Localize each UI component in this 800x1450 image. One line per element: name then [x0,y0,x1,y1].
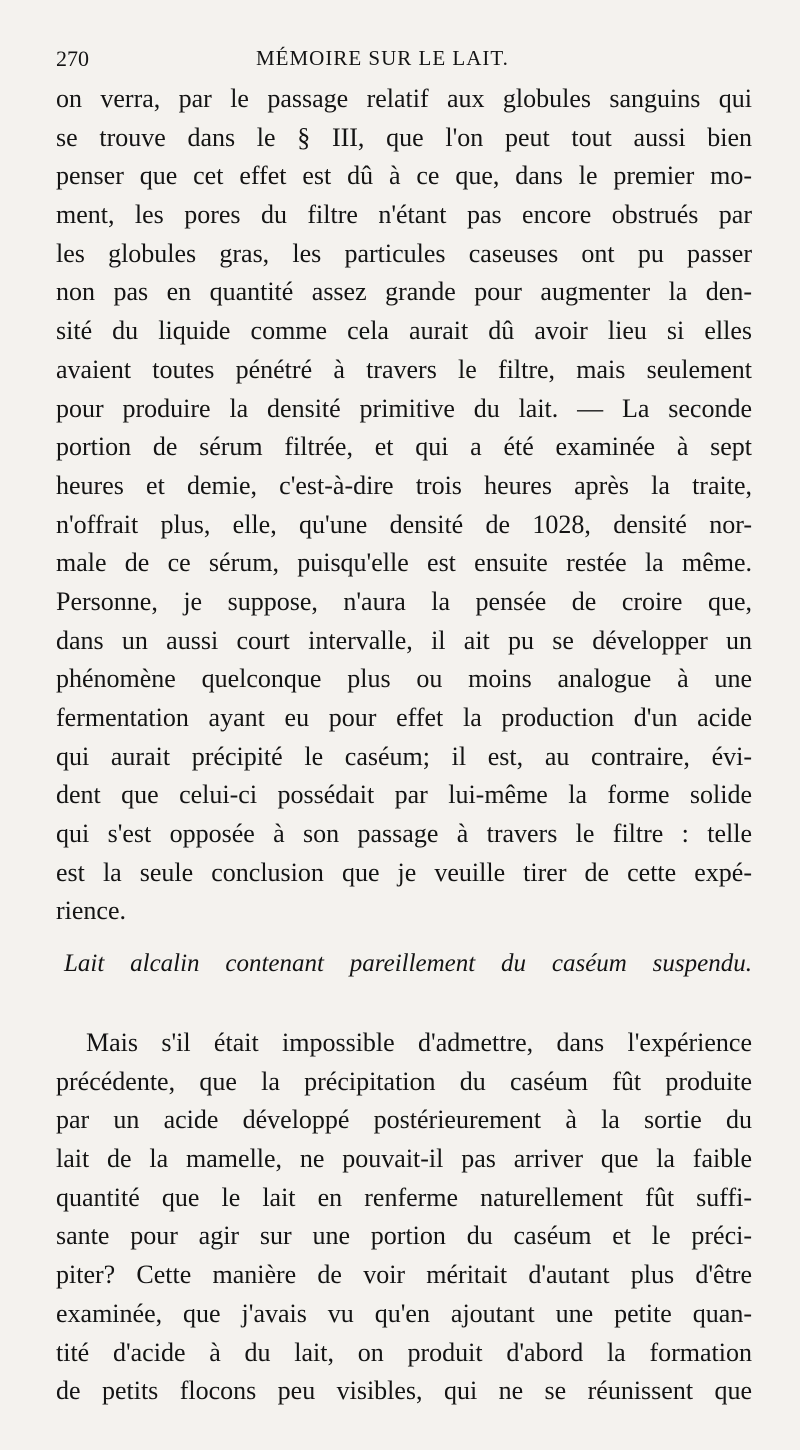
text-line: est la seule conclusion que je veuille tirer de cette expé- [56,857,752,887]
text-line: sante pour agir sur une portion du caséum et le préci- [56,1221,752,1251]
text-line: dent que celui-ci possédait par lui-même la forme solide [56,780,752,810]
text-line: piter? Cette manière de voir méritait d'autant plus d'être [56,1260,752,1290]
text-line: on verra, par le passage relatif aux globules sanguins qui [56,84,752,113]
text-line: dans un aussi court intervalle, il ait pu se développer un [56,625,752,655]
text-line: portion de sérum filtrée, et qui a été examinée à sept [56,432,752,462]
running-head: MÉMOIRE SUR LE LAIT. [256,46,509,70]
text-line: pour produire la densité primitive du lait. — La seconde [56,393,752,423]
text-line: examinée, que j'avais vu qu'en ajoutant une petite quan- [56,1298,752,1328]
text-line: lait de la mamelle, ne pouvait-il pas arriver que la faible [56,1144,752,1174]
page-header [56,40,752,74]
paragraph-1 [56,80,752,931]
text-line: avaient toutes pénétré à travers le filtre, mais seulement [56,354,752,384]
paragraph-2 [56,1024,752,1411]
text-line: rience. [56,896,127,926]
text-line: de petits flocons peu visibles, qui ne se réunissent que [56,1376,752,1406]
text-line: se trouve dans le § III, que l'on peut tout aussi bien [56,122,752,152]
text-line: par un acide développé postérieurement à la sortie du [56,1105,752,1135]
text-line: qui s'est opposée à son passage à travers le filtre : telle [56,819,752,849]
text-line: non pas en quantité assez grande pour augmenter la den- [56,277,752,307]
text-line: ment, les pores du filtre n'étant pas encore obstrués par [56,200,752,230]
text-line: penser que cet effet est dû à ce que, dans le premier mo- [56,161,752,191]
text-line: quantité que le lait en renferme naturellement fût suffi- [56,1182,752,1212]
text-line: précédente, que la précipitation du caséum fût produite [56,1066,752,1096]
text-line: phénomène quelconque plus ou moins analogue à une [56,664,752,694]
text-line: Mais s'il était impossible d'admettre, dans l'expérience [86,1028,752,1057]
section-heading: Lait alcalin contenant pareillement du caséum suspendu. [64,950,752,977]
text-line: Personne, je suppose, n'aura la pensée de croire que, [56,586,752,616]
text-line: n'offrait plus, elle, qu'une densité de 1028, densité nor- [56,509,752,539]
text-line: sité du liquide comme cela aurait dû avoir lieu si elles [56,316,752,346]
text-line: qui aurait précipité le caséum; il est, au contraire, évi- [56,741,752,771]
page-number: 270 [56,46,89,71]
text-line: tité d'acide à du lait, on produit d'abord la formation [56,1337,752,1367]
text-line: les globules gras, les particules caseuses ont pu passer [56,238,752,268]
text-line: fermentation ayant eu pour effet la production d'un acide [56,703,752,732]
text-line: male de ce sérum, puisqu'elle est ensuite restée la même. [56,548,752,578]
text-line: heures et demie, c'est-à-dire trois heures après la traite, [56,470,752,500]
